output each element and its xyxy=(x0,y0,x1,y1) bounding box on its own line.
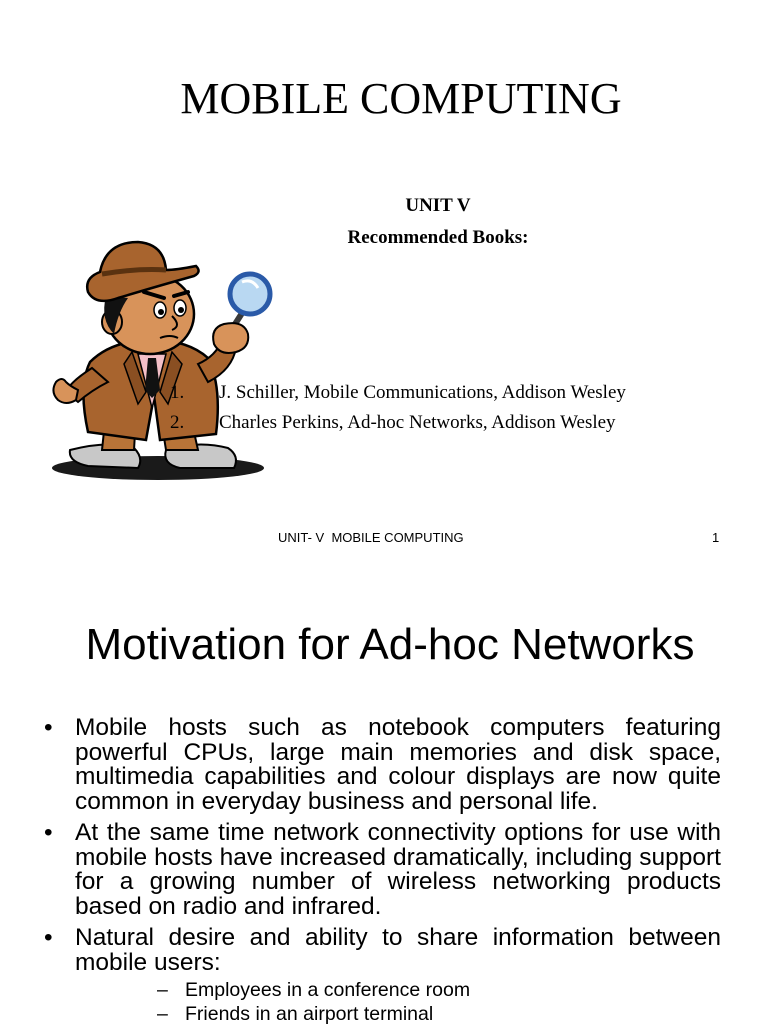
unit-label: UNIT V xyxy=(405,195,471,216)
bullet-item xyxy=(0,716,721,814)
bullet-icon: • xyxy=(44,819,53,846)
page-number: 1 xyxy=(712,530,720,545)
recommended-books-list xyxy=(0,378,768,438)
sub-bullet-list xyxy=(75,978,721,1024)
sub-bullet-text: Employees in a conference room xyxy=(185,979,471,1001)
book-title: Charles Perkins, Ad-hoc Networks, Addison Wesley xyxy=(219,412,616,433)
book-item xyxy=(0,408,768,438)
slide-title: MOBILE COMPUTING xyxy=(180,74,622,123)
bullet-icon: • xyxy=(44,714,53,741)
slide-footer xyxy=(0,528,768,548)
book-number: 2. xyxy=(170,412,185,433)
bullet-icon: • xyxy=(44,924,53,951)
sub-bullet-item xyxy=(75,978,721,1002)
dash-icon: – xyxy=(157,979,168,1001)
bullet-list xyxy=(0,716,768,1024)
book-number: 1. xyxy=(170,382,185,403)
slide-title: Motivation for Ad-hoc Networks xyxy=(85,620,695,669)
recommended-books-heading: Recommended Books: xyxy=(347,227,529,248)
bullet-text: At the same time network connectivity options for use with mobile hosts have increased dramatically, including support for a growing number of wireless networking products based on radio and infrared. xyxy=(75,819,721,920)
bullet-text: Natural desire and ability to share information between mobile users: xyxy=(75,924,721,976)
book-title: J. Schiller, Mobile Communications, Addison Wesley xyxy=(219,382,626,403)
book-item xyxy=(0,378,768,408)
sub-bullet-item xyxy=(75,1002,721,1024)
bullet-item xyxy=(0,926,721,1024)
slide-2 xyxy=(0,580,768,1024)
bullet-text: Mobile hosts such as notebook computers featuring powerful CPUs, large main memories and disk space, multimedia capabilities and colour displays are now quite common in everyday business and personal life. xyxy=(75,714,721,815)
sub-bullet-text: Friends in an airport terminal xyxy=(185,1003,434,1024)
footer-text: UNIT- V MOBILE COMPUTING xyxy=(278,530,464,545)
dash-icon: – xyxy=(157,1003,168,1024)
bullet-item xyxy=(0,821,721,919)
detective-magnifier-illustration xyxy=(48,236,280,490)
